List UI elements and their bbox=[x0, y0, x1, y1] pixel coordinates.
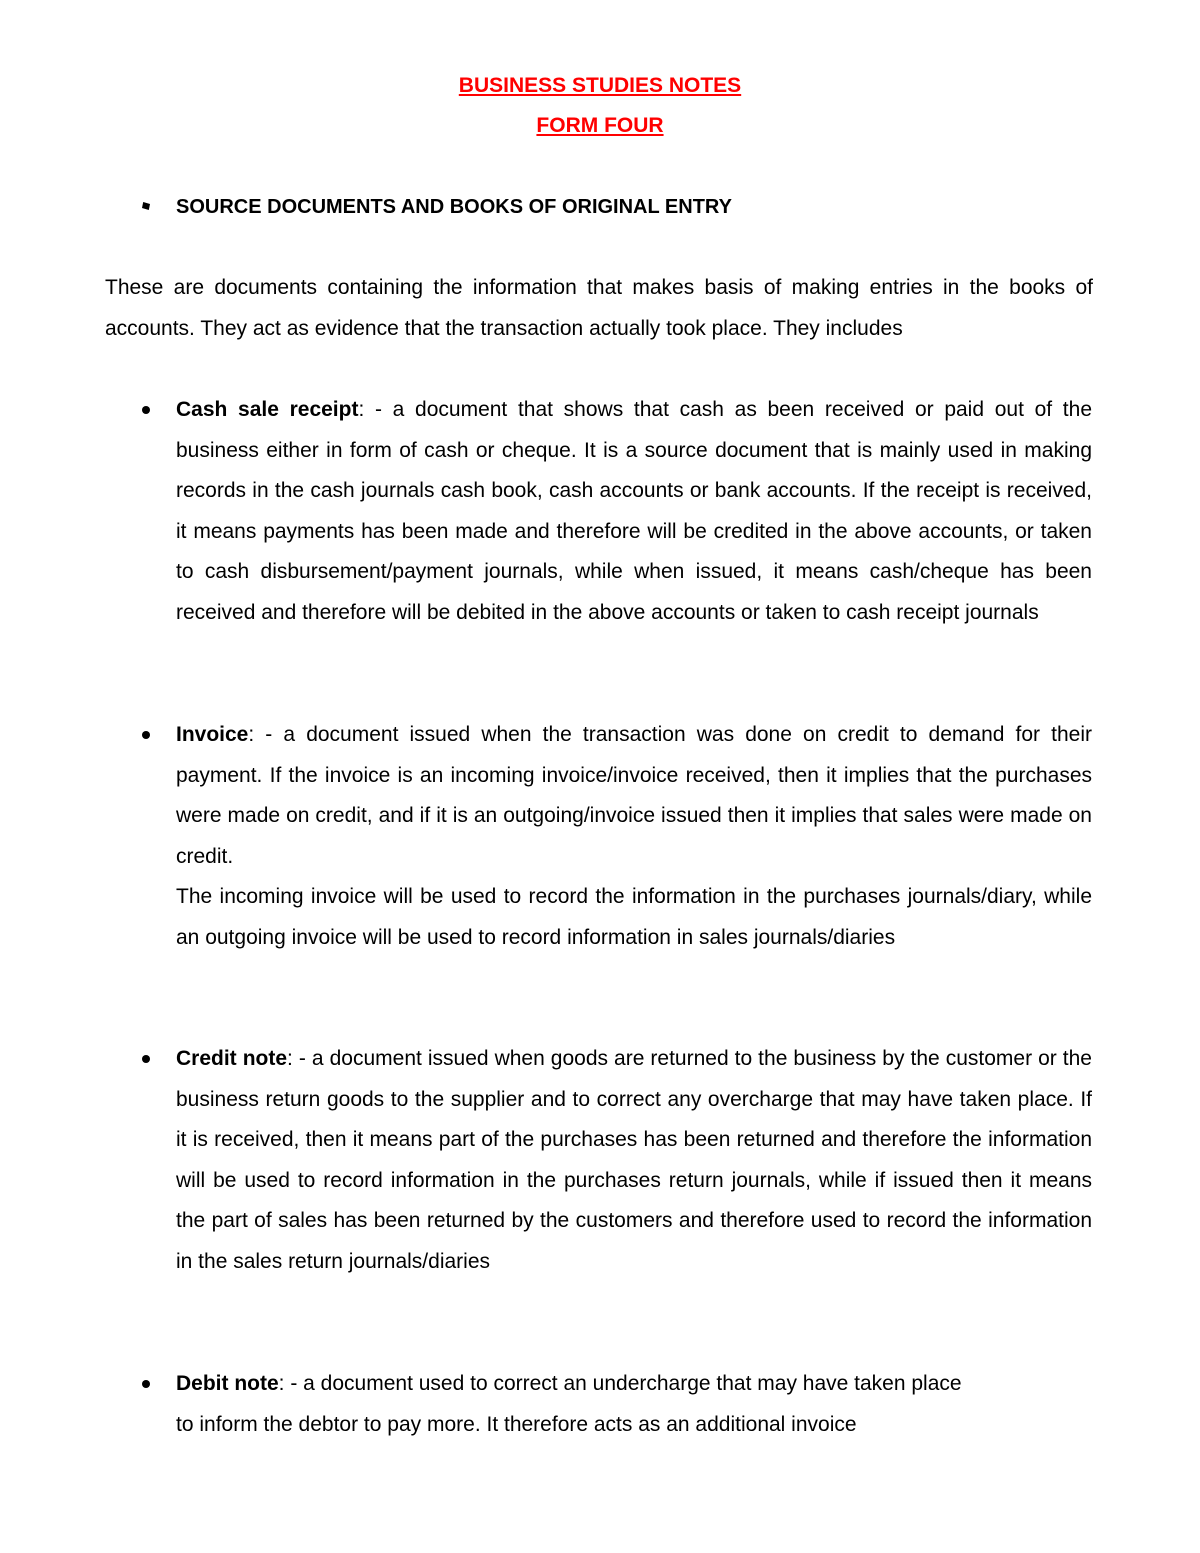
item-term: Cash sale receipt bbox=[176, 398, 359, 421]
section-heading-row bbox=[140, 193, 1100, 221]
bullet-icon bbox=[142, 1055, 150, 1063]
item-first-line bbox=[176, 1364, 1092, 1405]
item-term: Debit note bbox=[176, 1372, 279, 1395]
item-term: Credit note bbox=[176, 1047, 288, 1070]
item-text: : - a document issued when the transaction was done on credit to demand for their payment. If the invoice is an incoming invoice/invoice received, then it implies that the purchases were made on credit, and if it is an outgoing/invoice issued then it implies that sales were made on credit. bbox=[176, 723, 1092, 868]
bullet-icon bbox=[142, 406, 150, 414]
document-subtitle: FORM FOUR bbox=[536, 114, 664, 137]
item-text: : - a document issued when goods are returned to the business by the customer or the business return goods to the supplier and to correct any overcharge that may have taken place. If it is received, then it means part of the purchases has been returned and therefore the information will be used to record information in the purchases return journals, while if issued then it means the part of sales has been returned by the customers and therefore used to record the information in the sales return journals/diaries bbox=[176, 1047, 1092, 1273]
item-text-continued: The incoming invoice will be used to record the information in the purchases journals/diary, while an outgoing invoice will be used to record information in sales journals/diaries bbox=[176, 885, 1092, 949]
list-item-credit-note bbox=[176, 1039, 1092, 1283]
item-term: Invoice bbox=[176, 723, 249, 746]
item-text-continued: to inform the debtor to pay more. It therefore acts as an additional invoice bbox=[176, 1412, 857, 1436]
bullet-icon bbox=[142, 731, 150, 739]
intro-paragraph: These are documents containing the information that makes basis of making entries in the books of accounts. They act as evidence that the transaction actually took place. They includes bbox=[105, 276, 1093, 340]
bullet-icon bbox=[142, 1380, 150, 1388]
list-item-invoice bbox=[176, 715, 1092, 959]
item-text: : - a document used to correct an undercharge that may have taken place bbox=[278, 1372, 962, 1395]
item-text: : - a document that shows that cash as been received or paid out of the business either in form of cash or cheque. It is a source document that is mainly used in making records in the cash journals cash book, cash accounts or bank accounts. If the receipt is received, it means payments has been made and therefore will be credited in the above accounts, or taken to cash disbursement/payment journals, while when issued, it means cash/cheque has been received and therefore will be debited in the above accounts or taken to cash receipt journals bbox=[176, 398, 1092, 624]
list-item-debit-note bbox=[176, 1364, 1092, 1445]
list-item-cash-sale-receipt bbox=[176, 390, 1092, 634]
arrow-bullet-icon bbox=[142, 202, 150, 210]
section-heading: SOURCE DOCUMENTS AND BOOKS OF ORIGINAL ENTRY bbox=[176, 196, 732, 218]
document-title: BUSINESS STUDIES NOTES bbox=[458, 74, 742, 97]
